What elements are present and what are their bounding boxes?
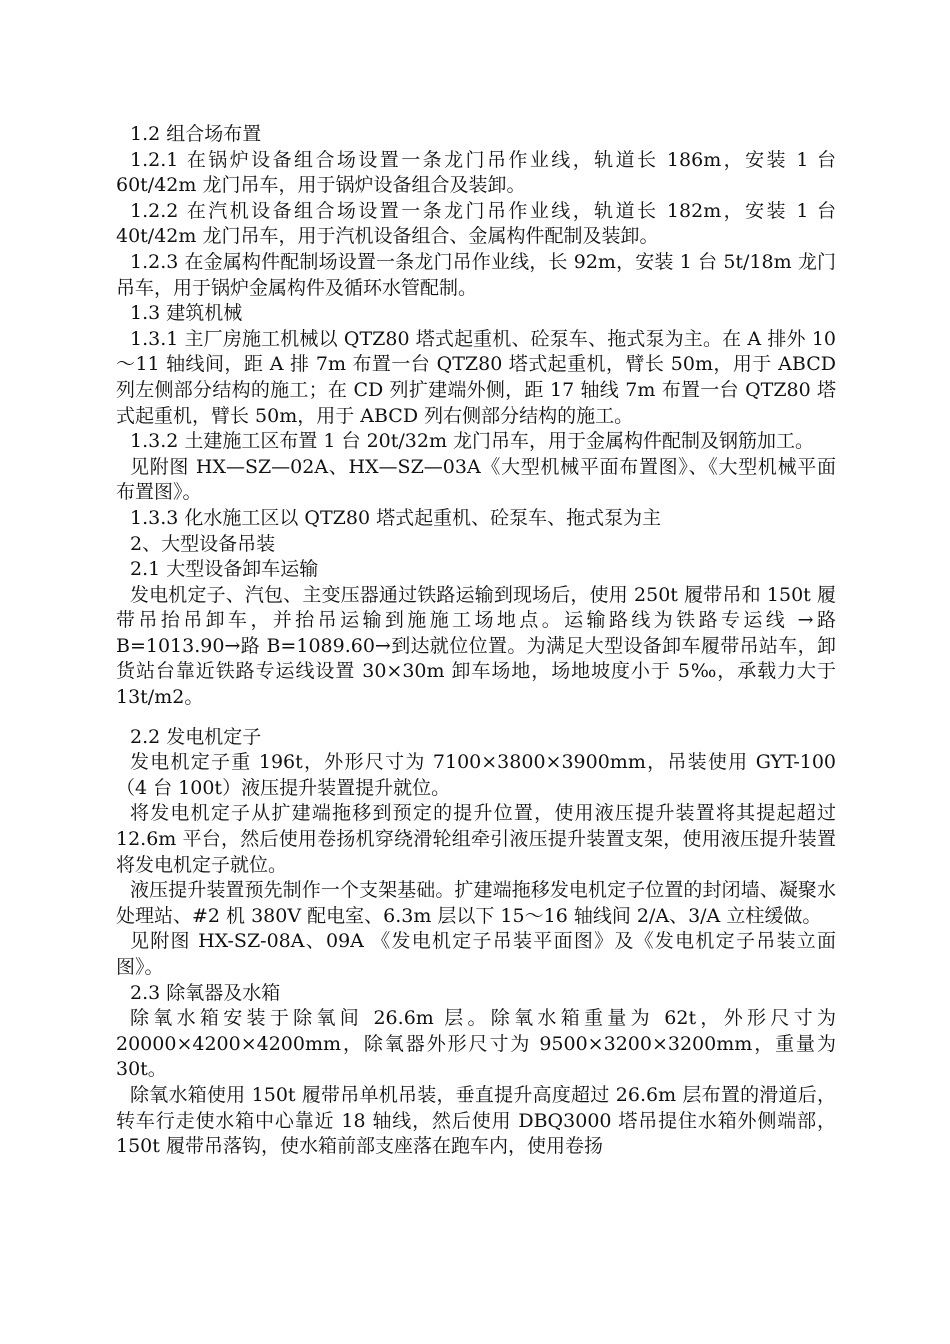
paragraph-see-figure-08a: 见附图 HX-SZ-08A、09A 《发电机定子吊装平面图》及《发电机定子吊装立面图》。: [116, 930, 836, 978]
paragraph-1-3-3: 1.3.3 化水施工区以 QTZ80 塔式起重机、砼泵车、拖式泵为主: [130, 506, 662, 529]
section-heading-2-2: 2.2 发电机定子: [130, 725, 262, 748]
paragraph-1-2-2: 1.2.2 在汽机设备组合场设置一条龙门吊作业线，轨道长 182m，安装 1 台 40t/42m 龙门吊车，用于汽机设备组合、金属构件配制及装卸。: [116, 199, 836, 248]
paragraph-deaerator-specs: 除氧水箱安装于除氧间 26.6m 层。除氧水箱重量为 62t，外形尺寸为 20000×4200×4200mm，除氧器外形尺寸为 9500×3200×3200mm，重量为 30t。: [116, 1007, 836, 1081]
paragraph-see-figure-02a: 见附图 HX—SZ—02A、HX—SZ—03A《大型机械平面布置图》、《大型机械平面布置图》。: [116, 455, 836, 504]
paragraph-stator-lifting: 将发电机定子从扩建端拖移到预定的提升位置，使用液压提升装置将其提起超过 12.6m 平台，然后使用卷扬机穿绕滑轮组牵引液压提升装置支架，使用液压提升装置将发电机定子就位。: [116, 802, 836, 876]
section-heading-2: 2、大型设备吊装: [130, 532, 276, 555]
paragraph-transport: 发电机定子、汽包、主变压器通过铁路运输到现场后，使用 250t 履带吊和 150t 履带吊抬吊卸车，并抬吊运输到施施工场地点。运输路线为铁路专运线 →路 B=1013.90→路 B=1089.60→到达就位位置。为满足大型设备卸车履带吊站车，卸货站台靠近铁路专运线设置 30×30m 卸车场地，场地坡度小于 5‰，承载力大于 13t/m2。: [116, 583, 836, 709]
paragraph-stator-weight: 发电机定子重 196t，外形尺寸为 7100×3800×3900mm，吊装使用 GYT-100（4 台 100t）液压提升装置提升就位。: [116, 751, 836, 799]
paragraph-deaerator-lifting: 除氧水箱使用 150t 履带吊单机吊装，垂直提升高度超过 26.6m 层布置的滑道后，转车行走使水箱中心靠近 18 轴线，然后使用 DBQ3000 塔吊提住水箱外侧端部，150t 履带吊落钩，使水箱前部支座落在跑车内，使用卷扬: [116, 1083, 836, 1158]
section-heading-1-3: 1.3 建筑机械: [130, 302, 243, 325]
section-heading-2-1: 2.1 大型设备卸车运输: [130, 558, 319, 581]
paragraph-1-3-1: 1.3.1 主厂房施工机械以 QTZ80 塔式起重机、砼泵车、拖式泵为主。在 A 排外 10～11 轴线间，距 A 排 7m 布置一台 QTZ80 塔式起重机，臂长 50m，用于 ABCD 列左侧部分结构的施工；在 CD 列扩建端外侧，距 17 轴线 7m 布置一台 QTZ80 塔式起重机，臂长 50m，用于 ABCD 列右侧部分结构的施工。: [116, 327, 836, 427]
paragraph-1-2-1: 1.2.1 在锅炉设备组合场设置一条龙门吊作业线，轨道长 186m，安装 1 台 60t/42m 龙门吊车，用于锅炉设备组合及装卸。: [116, 148, 836, 197]
paragraph-1-2-3: 1.2.3 在金属构件配制场设置一条龙门吊作业线，长 92m，安装 1 台 5t/18m 龙门吊车，用于锅炉金属构件及循环水管配制。: [116, 250, 836, 299]
document-body: [116, 122, 836, 1160]
section-heading-1-2: 1.2 组合场布置: [130, 123, 262, 145]
paragraph-1-3-2: 1.3.2 土建施工区布置 1 台 20t/32m 龙门吊车，用于金属构件配制及钢筋加工。: [130, 430, 815, 453]
section-heading-2-3: 2.3 除氧器及水箱: [130, 981, 281, 1004]
paragraph-hydraulic-support: 液压提升装置预先制作一个支架基础。扩建端拖移发电机定子位置的封闭墙、凝聚水处理站、#2 机 380V 配电室、6.3m 层以下 15～16 轴线间 2/A、3/A 立柱缓做。: [116, 879, 836, 927]
